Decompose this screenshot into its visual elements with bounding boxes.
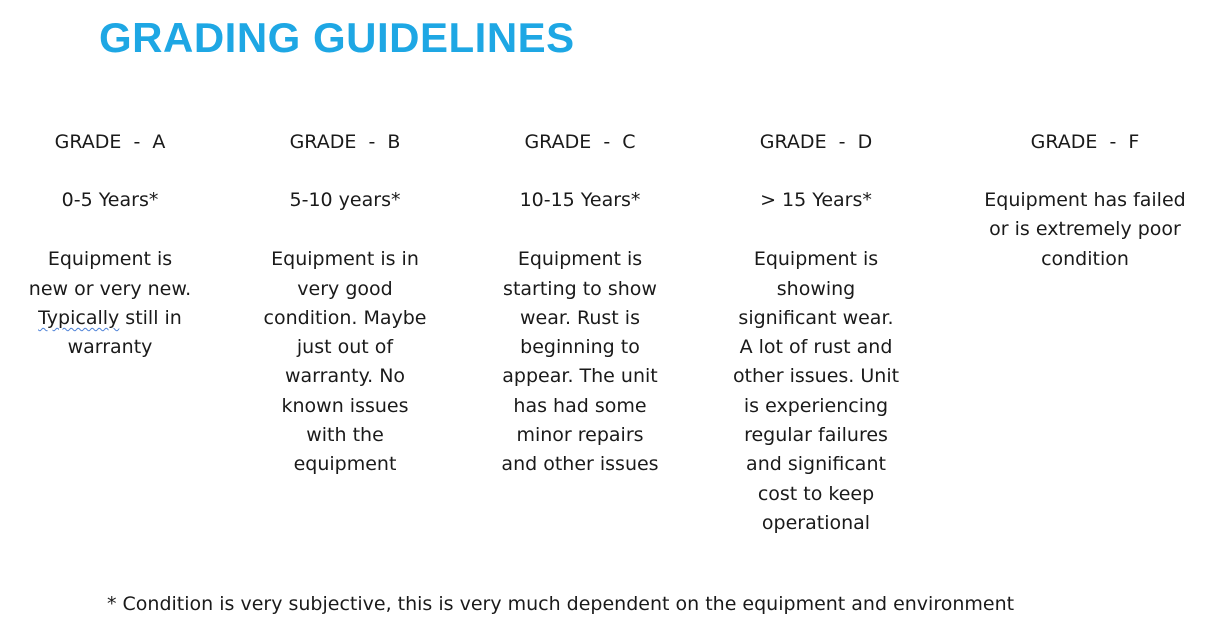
page-title: GRADING GUIDELINES: [99, 14, 575, 61]
desc-line: operational: [761, 511, 871, 534]
desc-line: starting to show: [503, 277, 657, 300]
grade-description: [490, 245, 670, 479]
desc-line: or is extremely poor: [989, 218, 1181, 241]
grade-heading: GRADE - C: [524, 131, 636, 153]
grade-heading: GRADE - F: [1030, 131, 1140, 153]
grade-description: [20, 245, 200, 362]
grade-column-f: [965, 128, 1205, 274]
desc-line: Equipment has failed: [984, 189, 1186, 211]
desc-line: known issues: [281, 394, 409, 417]
grade-heading: GRADE - B: [289, 131, 401, 153]
desc-line: Equipment is: [47, 248, 173, 271]
footnote: * Condition is very subjective, this is very much dependent on the equipment and environment: [107, 593, 1015, 615]
desc-line: very good: [297, 277, 393, 300]
desc-line: beginning to: [520, 336, 640, 359]
grade-description: [255, 245, 435, 479]
desc-line: Equipment is in: [271, 248, 419, 271]
desc-line: and other issues: [501, 453, 659, 476]
grade-heading: GRADE - A: [54, 131, 166, 153]
desc-line: just out of: [296, 336, 394, 359]
grade-column-a: [20, 128, 200, 362]
grade-years: 10-15 Years*: [519, 189, 641, 211]
grade-heading: GRADE - D: [759, 131, 873, 153]
desc-line: condition. Maybe: [263, 306, 427, 329]
grade-years: 0-5 Years*: [61, 189, 159, 211]
desc-line: warranty. No: [284, 365, 406, 388]
desc-line: Equipment is: [753, 248, 879, 271]
desc-line: A lot of rust and: [739, 336, 893, 359]
desc-line: showing: [776, 277, 856, 300]
desc-line: regular failures: [744, 424, 888, 447]
desc-line: new or very new.: [28, 277, 192, 300]
grade-description: [716, 245, 916, 538]
grade-column-b: [255, 128, 435, 480]
desc-line: [20, 304, 200, 333]
desc-line: is experiencing: [743, 394, 889, 417]
grade-years: > 15 Years*: [760, 189, 872, 211]
desc-line: has had some: [513, 394, 647, 417]
desc-line: significant wear.: [738, 306, 894, 329]
desc-line: appear. The unit: [502, 365, 658, 388]
desc-line: warranty: [67, 336, 153, 359]
desc-line: other issues. Unit: [732, 365, 900, 388]
desc-line: Equipment is: [517, 248, 643, 271]
grade-column-c: [490, 128, 670, 480]
desc-line: minor repairs: [516, 424, 644, 447]
desc-line: cost to keep: [757, 482, 875, 505]
grade-years: 5-10 years*: [289, 189, 401, 211]
desc-line: with the: [306, 424, 384, 447]
desc-line: and significant: [746, 453, 886, 476]
desc-line: equipment: [293, 453, 397, 476]
desc-line-rest: still in: [119, 306, 182, 329]
grade-description: [965, 186, 1205, 274]
desc-line: condition: [1041, 247, 1129, 270]
spellcheck-word: Typically: [38, 306, 120, 329]
desc-line: wear. Rust is: [520, 306, 640, 329]
grade-column-d: [716, 128, 916, 538]
